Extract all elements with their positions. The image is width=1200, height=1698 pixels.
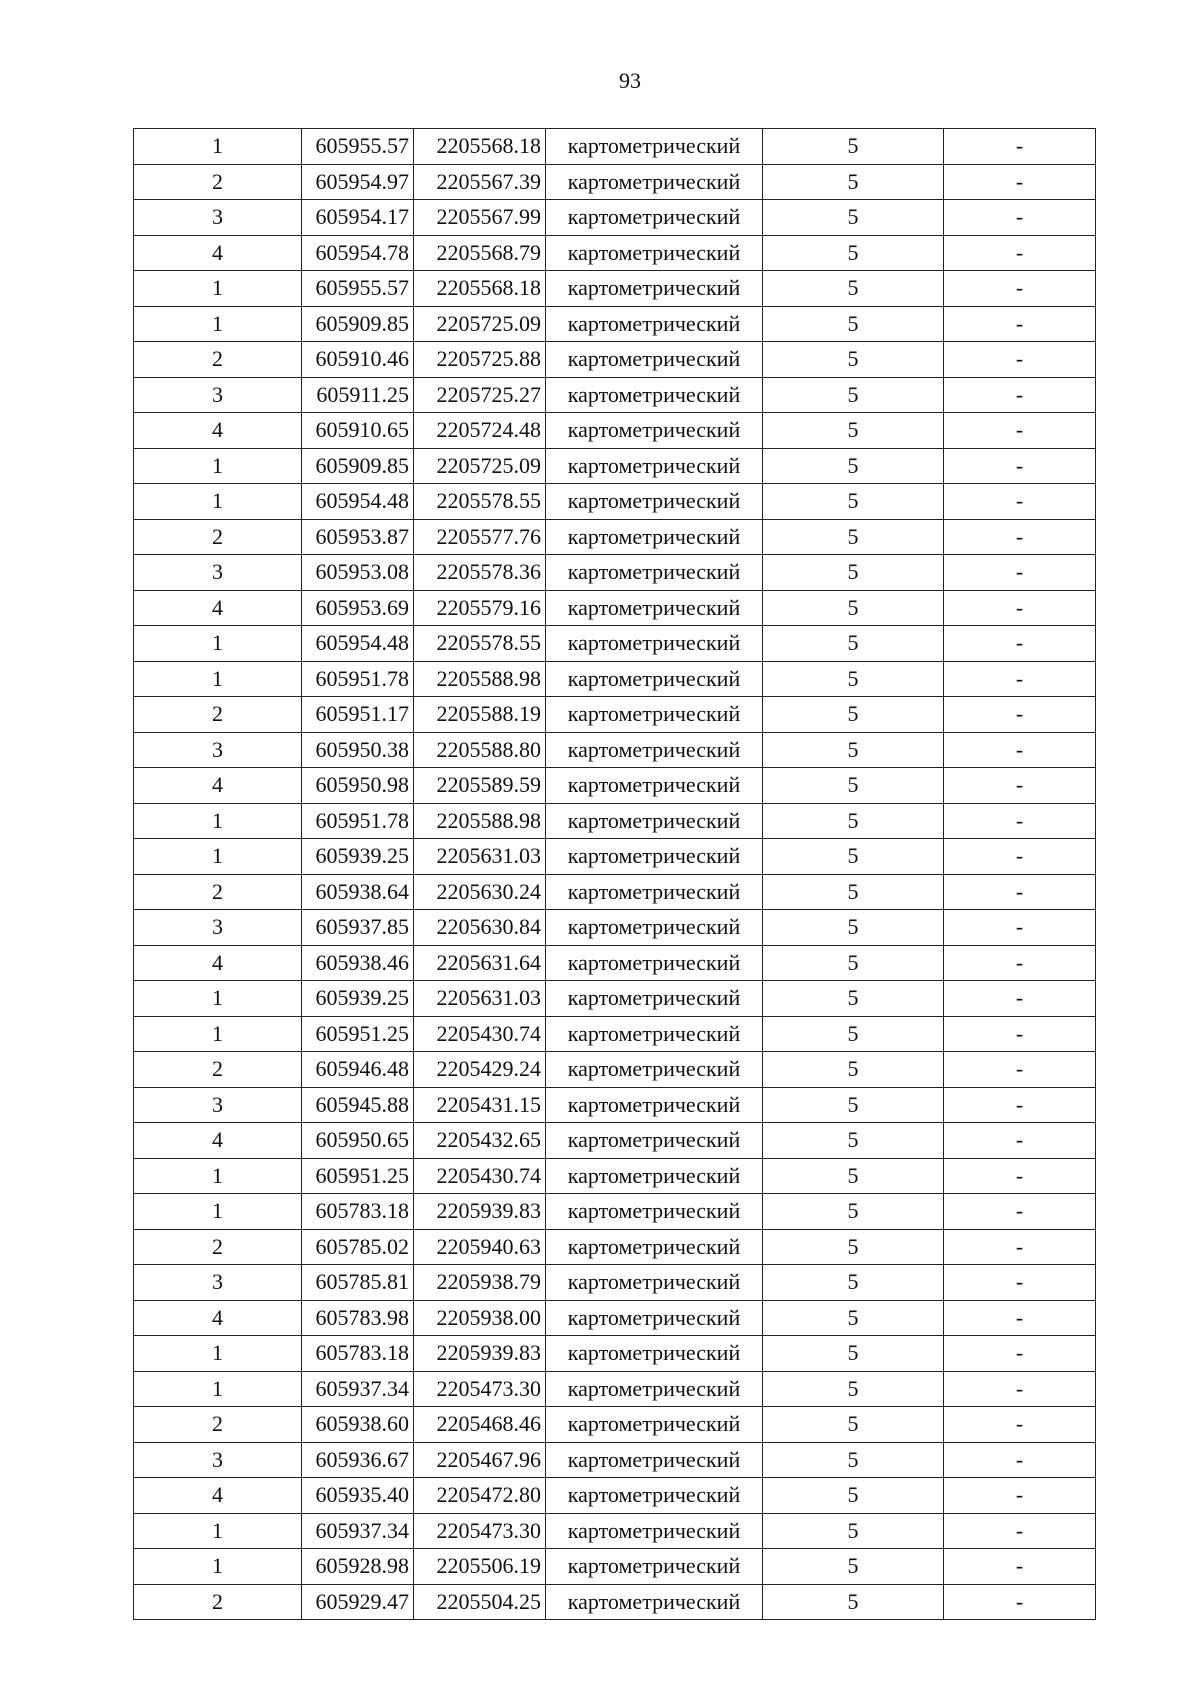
y-coordinate-cell: 2205939.83: [414, 1194, 546, 1230]
method-cell: картометрический: [546, 1229, 763, 1265]
method-cell: картометрический: [546, 306, 763, 342]
x-coordinate-cell: 605955.57: [302, 271, 414, 307]
method-cell: картометрический: [546, 1584, 763, 1620]
accuracy-cell: 5: [763, 448, 944, 484]
point-number-cell: 1: [134, 626, 302, 662]
x-coordinate-cell: 605909.85: [302, 306, 414, 342]
method-cell: картометрический: [546, 1549, 763, 1585]
table-row: [134, 874, 1096, 910]
method-cell: картометрический: [546, 626, 763, 662]
accuracy-cell: 5: [763, 1513, 944, 1549]
method-cell: картометрический: [546, 981, 763, 1017]
accuracy-cell: 5: [763, 484, 944, 520]
accuracy-cell: 5: [763, 697, 944, 733]
method-cell: картометрический: [546, 1407, 763, 1443]
x-coordinate-cell: 605950.65: [302, 1123, 414, 1159]
point-number-cell: 2: [134, 164, 302, 200]
point-number-cell: 3: [134, 732, 302, 768]
y-coordinate-cell: 2205588.19: [414, 697, 546, 733]
note-cell: -: [944, 626, 1096, 662]
method-cell: картометрический: [546, 1442, 763, 1478]
x-coordinate-cell: 605937.34: [302, 1513, 414, 1549]
accuracy-cell: 5: [763, 1371, 944, 1407]
table-row: [134, 342, 1096, 378]
method-cell: картометрический: [546, 697, 763, 733]
y-coordinate-cell: 2205431.15: [414, 1087, 546, 1123]
note-cell: -: [944, 1016, 1096, 1052]
y-coordinate-cell: 2205473.30: [414, 1371, 546, 1407]
table-row: [134, 1442, 1096, 1478]
point-number-cell: 2: [134, 874, 302, 910]
point-number-cell: 1: [134, 484, 302, 520]
accuracy-cell: 5: [763, 732, 944, 768]
coordinates-table: [133, 128, 1096, 1620]
table-row: [134, 981, 1096, 1017]
accuracy-cell: 5: [763, 342, 944, 378]
note-cell: -: [944, 590, 1096, 626]
method-cell: картометрический: [546, 590, 763, 626]
x-coordinate-cell: 605954.48: [302, 484, 414, 520]
table-row: [134, 413, 1096, 449]
note-cell: -: [944, 874, 1096, 910]
point-number-cell: 1: [134, 661, 302, 697]
accuracy-cell: 5: [763, 590, 944, 626]
table-row: [134, 555, 1096, 591]
point-number-cell: 4: [134, 235, 302, 271]
y-coordinate-cell: 2205630.84: [414, 910, 546, 946]
note-cell: -: [944, 342, 1096, 378]
note-cell: -: [944, 1549, 1096, 1585]
method-cell: картометрический: [546, 342, 763, 378]
point-number-cell: 1: [134, 306, 302, 342]
x-coordinate-cell: 605954.48: [302, 626, 414, 662]
table-row: [134, 1513, 1096, 1549]
table-row: [134, 235, 1096, 271]
method-cell: картометрический: [546, 1123, 763, 1159]
note-cell: -: [944, 661, 1096, 697]
method-cell: картометрический: [546, 484, 763, 520]
accuracy-cell: 5: [763, 874, 944, 910]
method-cell: картометрический: [546, 1300, 763, 1336]
point-number-cell: 1: [134, 271, 302, 307]
x-coordinate-cell: 605953.87: [302, 519, 414, 555]
table-row: [134, 732, 1096, 768]
y-coordinate-cell: 2205430.74: [414, 1158, 546, 1194]
y-coordinate-cell: 2205429.24: [414, 1052, 546, 1088]
table-row: [134, 1016, 1096, 1052]
method-cell: картометрический: [546, 803, 763, 839]
point-number-cell: 4: [134, 945, 302, 981]
x-coordinate-cell: 605937.34: [302, 1371, 414, 1407]
table-row: [134, 1336, 1096, 1372]
accuracy-cell: 5: [763, 1300, 944, 1336]
y-coordinate-cell: 2205938.00: [414, 1300, 546, 1336]
accuracy-cell: 5: [763, 1229, 944, 1265]
note-cell: -: [944, 164, 1096, 200]
x-coordinate-cell: 605911.25: [302, 377, 414, 413]
y-coordinate-cell: 2205630.24: [414, 874, 546, 910]
y-coordinate-cell: 2205504.25: [414, 1584, 546, 1620]
y-coordinate-cell: 2205631.64: [414, 945, 546, 981]
note-cell: -: [944, 981, 1096, 1017]
note-cell: -: [944, 413, 1096, 449]
note-cell: -: [944, 1371, 1096, 1407]
y-coordinate-cell: 2205568.18: [414, 271, 546, 307]
x-coordinate-cell: 605929.47: [302, 1584, 414, 1620]
point-number-cell: 2: [134, 1229, 302, 1265]
x-coordinate-cell: 605946.48: [302, 1052, 414, 1088]
table-row: [134, 1549, 1096, 1585]
method-cell: картометрический: [546, 519, 763, 555]
x-coordinate-cell: 605910.46: [302, 342, 414, 378]
point-number-cell: 1: [134, 1016, 302, 1052]
y-coordinate-cell: 2205579.16: [414, 590, 546, 626]
x-coordinate-cell: 605935.40: [302, 1478, 414, 1514]
accuracy-cell: 5: [763, 235, 944, 271]
table-row: [134, 306, 1096, 342]
accuracy-cell: 5: [763, 1442, 944, 1478]
y-coordinate-cell: 2205724.48: [414, 413, 546, 449]
accuracy-cell: 5: [763, 1123, 944, 1159]
table-row: [134, 768, 1096, 804]
point-number-cell: 2: [134, 342, 302, 378]
x-coordinate-cell: 605783.18: [302, 1194, 414, 1230]
method-cell: картометрический: [546, 1478, 763, 1514]
y-coordinate-cell: 2205588.80: [414, 732, 546, 768]
table-row: [134, 1584, 1096, 1620]
table-row: [134, 661, 1096, 697]
accuracy-cell: 5: [763, 945, 944, 981]
point-number-cell: 2: [134, 1407, 302, 1443]
accuracy-cell: 5: [763, 1052, 944, 1088]
y-coordinate-cell: 2205725.09: [414, 306, 546, 342]
point-number-cell: 1: [134, 129, 302, 165]
accuracy-cell: 5: [763, 1158, 944, 1194]
method-cell: картометрический: [546, 1087, 763, 1123]
point-number-cell: 4: [134, 590, 302, 626]
x-coordinate-cell: 605938.46: [302, 945, 414, 981]
note-cell: -: [944, 1513, 1096, 1549]
note-cell: -: [944, 697, 1096, 733]
table-row: [134, 1229, 1096, 1265]
accuracy-cell: 5: [763, 1265, 944, 1301]
note-cell: -: [944, 1229, 1096, 1265]
point-number-cell: 3: [134, 200, 302, 236]
table-row: [134, 945, 1096, 981]
accuracy-cell: 5: [763, 129, 944, 165]
accuracy-cell: 5: [763, 1584, 944, 1620]
point-number-cell: 1: [134, 1513, 302, 1549]
accuracy-cell: 5: [763, 1407, 944, 1443]
accuracy-cell: 5: [763, 768, 944, 804]
method-cell: картометрический: [546, 839, 763, 875]
x-coordinate-cell: 605950.38: [302, 732, 414, 768]
x-coordinate-cell: 605955.57: [302, 129, 414, 165]
method-cell: картометрический: [546, 1371, 763, 1407]
note-cell: -: [944, 945, 1096, 981]
x-coordinate-cell: 605951.25: [302, 1158, 414, 1194]
x-coordinate-cell: 605937.85: [302, 910, 414, 946]
y-coordinate-cell: 2205472.80: [414, 1478, 546, 1514]
y-coordinate-cell: 2205578.36: [414, 555, 546, 591]
y-coordinate-cell: 2205568.18: [414, 129, 546, 165]
method-cell: картометрический: [546, 200, 763, 236]
table-row: [134, 1194, 1096, 1230]
note-cell: -: [944, 768, 1096, 804]
method-cell: картометрический: [546, 910, 763, 946]
note-cell: -: [944, 839, 1096, 875]
table-row: [134, 1158, 1096, 1194]
y-coordinate-cell: 2205725.88: [414, 342, 546, 378]
note-cell: -: [944, 555, 1096, 591]
note-cell: -: [944, 129, 1096, 165]
accuracy-cell: 5: [763, 1549, 944, 1585]
x-coordinate-cell: 605936.67: [302, 1442, 414, 1478]
x-coordinate-cell: 605928.98: [302, 1549, 414, 1585]
note-cell: -: [944, 377, 1096, 413]
x-coordinate-cell: 605951.78: [302, 803, 414, 839]
point-number-cell: 4: [134, 1478, 302, 1514]
point-number-cell: 1: [134, 448, 302, 484]
x-coordinate-cell: 605938.64: [302, 874, 414, 910]
point-number-cell: 4: [134, 768, 302, 804]
table-row: [134, 1087, 1096, 1123]
y-coordinate-cell: 2205939.83: [414, 1336, 546, 1372]
accuracy-cell: 5: [763, 164, 944, 200]
y-coordinate-cell: 2205568.79: [414, 235, 546, 271]
note-cell: -: [944, 1300, 1096, 1336]
table-row: [134, 626, 1096, 662]
method-cell: картометрический: [546, 1052, 763, 1088]
accuracy-cell: 5: [763, 1087, 944, 1123]
point-number-cell: 3: [134, 377, 302, 413]
y-coordinate-cell: 2205506.19: [414, 1549, 546, 1585]
method-cell: картометрический: [546, 129, 763, 165]
accuracy-cell: 5: [763, 519, 944, 555]
method-cell: картометрический: [546, 768, 763, 804]
y-coordinate-cell: 2205468.46: [414, 1407, 546, 1443]
y-coordinate-cell: 2205588.98: [414, 661, 546, 697]
table-row: [134, 1265, 1096, 1301]
point-number-cell: 2: [134, 1584, 302, 1620]
method-cell: картометрический: [546, 661, 763, 697]
x-coordinate-cell: 605953.69: [302, 590, 414, 626]
x-coordinate-cell: 605785.02: [302, 1229, 414, 1265]
y-coordinate-cell: 2205589.59: [414, 768, 546, 804]
y-coordinate-cell: 2205588.98: [414, 803, 546, 839]
method-cell: картометрический: [546, 1336, 763, 1372]
y-coordinate-cell: 2205578.55: [414, 626, 546, 662]
table-row: [134, 839, 1096, 875]
page-number: 93: [619, 68, 641, 93]
accuracy-cell: 5: [763, 661, 944, 697]
accuracy-cell: 5: [763, 271, 944, 307]
note-cell: -: [944, 235, 1096, 271]
x-coordinate-cell: 605945.88: [302, 1087, 414, 1123]
method-cell: картометрический: [546, 413, 763, 449]
table-row: [134, 803, 1096, 839]
method-cell: картометрический: [546, 1016, 763, 1052]
accuracy-cell: 5: [763, 200, 944, 236]
point-number-cell: 1: [134, 1549, 302, 1585]
point-number-cell: 3: [134, 555, 302, 591]
table-row: [134, 484, 1096, 520]
x-coordinate-cell: 605910.65: [302, 413, 414, 449]
y-coordinate-cell: 2205432.65: [414, 1123, 546, 1159]
x-coordinate-cell: 605954.78: [302, 235, 414, 271]
y-coordinate-cell: 2205578.55: [414, 484, 546, 520]
table-row: [134, 590, 1096, 626]
method-cell: картометрический: [546, 1158, 763, 1194]
x-coordinate-cell: 605939.25: [302, 839, 414, 875]
table-row: [134, 1371, 1096, 1407]
method-cell: картометрический: [546, 1265, 763, 1301]
note-cell: -: [944, 271, 1096, 307]
accuracy-cell: 5: [763, 377, 944, 413]
y-coordinate-cell: 2205940.63: [414, 1229, 546, 1265]
accuracy-cell: 5: [763, 413, 944, 449]
x-coordinate-cell: 605954.97: [302, 164, 414, 200]
x-coordinate-cell: 605951.17: [302, 697, 414, 733]
y-coordinate-cell: 2205467.96: [414, 1442, 546, 1478]
table-row: [134, 448, 1096, 484]
method-cell: картометрический: [546, 235, 763, 271]
coordinates-table-body: [134, 129, 1096, 1620]
accuracy-cell: 5: [763, 626, 944, 662]
method-cell: картометрический: [546, 377, 763, 413]
table-row: [134, 1123, 1096, 1159]
x-coordinate-cell: 605954.17: [302, 200, 414, 236]
table-row: [134, 1407, 1096, 1443]
y-coordinate-cell: 2205567.39: [414, 164, 546, 200]
accuracy-cell: 5: [763, 1016, 944, 1052]
y-coordinate-cell: 2205430.74: [414, 1016, 546, 1052]
note-cell: -: [944, 1123, 1096, 1159]
table-row: [134, 129, 1096, 165]
method-cell: картометрический: [546, 874, 763, 910]
table-row: [134, 1300, 1096, 1336]
x-coordinate-cell: 605953.08: [302, 555, 414, 591]
point-number-cell: 1: [134, 839, 302, 875]
table-row: [134, 377, 1096, 413]
accuracy-cell: 5: [763, 803, 944, 839]
point-number-cell: 1: [134, 1194, 302, 1230]
note-cell: -: [944, 1336, 1096, 1372]
method-cell: картометрический: [546, 271, 763, 307]
note-cell: -: [944, 306, 1096, 342]
note-cell: -: [944, 519, 1096, 555]
x-coordinate-cell: 605785.81: [302, 1265, 414, 1301]
note-cell: -: [944, 200, 1096, 236]
method-cell: картометрический: [546, 164, 763, 200]
point-number-cell: 4: [134, 1300, 302, 1336]
point-number-cell: 2: [134, 519, 302, 555]
note-cell: -: [944, 1265, 1096, 1301]
note-cell: -: [944, 732, 1096, 768]
note-cell: -: [944, 1407, 1096, 1443]
y-coordinate-cell: 2205567.99: [414, 200, 546, 236]
y-coordinate-cell: 2205938.79: [414, 1265, 546, 1301]
accuracy-cell: 5: [763, 1194, 944, 1230]
table-row: [134, 910, 1096, 946]
table-row: [134, 271, 1096, 307]
x-coordinate-cell: 605938.60: [302, 1407, 414, 1443]
y-coordinate-cell: 2205725.09: [414, 448, 546, 484]
point-number-cell: 1: [134, 981, 302, 1017]
table-row: [134, 1052, 1096, 1088]
note-cell: -: [944, 910, 1096, 946]
accuracy-cell: 5: [763, 981, 944, 1017]
table-row: [134, 697, 1096, 733]
point-number-cell: 1: [134, 1158, 302, 1194]
note-cell: -: [944, 803, 1096, 839]
note-cell: -: [944, 1478, 1096, 1514]
note-cell: -: [944, 448, 1096, 484]
note-cell: -: [944, 1584, 1096, 1620]
accuracy-cell: 5: [763, 306, 944, 342]
x-coordinate-cell: 605951.25: [302, 1016, 414, 1052]
x-coordinate-cell: 605909.85: [302, 448, 414, 484]
point-number-cell: 3: [134, 1265, 302, 1301]
note-cell: -: [944, 1194, 1096, 1230]
accuracy-cell: 5: [763, 839, 944, 875]
y-coordinate-cell: 2205473.30: [414, 1513, 546, 1549]
point-number-cell: 3: [134, 1087, 302, 1123]
x-coordinate-cell: 605951.78: [302, 661, 414, 697]
note-cell: -: [944, 1052, 1096, 1088]
method-cell: картометрический: [546, 732, 763, 768]
method-cell: картометрический: [546, 448, 763, 484]
y-coordinate-cell: 2205577.76: [414, 519, 546, 555]
x-coordinate-cell: 605783.98: [302, 1300, 414, 1336]
point-number-cell: 1: [134, 1336, 302, 1372]
point-number-cell: 1: [134, 1371, 302, 1407]
accuracy-cell: 5: [763, 1478, 944, 1514]
table-row: [134, 200, 1096, 236]
note-cell: -: [944, 1087, 1096, 1123]
point-number-cell: 2: [134, 697, 302, 733]
accuracy-cell: 5: [763, 555, 944, 591]
y-coordinate-cell: 2205725.27: [414, 377, 546, 413]
accuracy-cell: 5: [763, 910, 944, 946]
note-cell: -: [944, 1442, 1096, 1478]
point-number-cell: 4: [134, 413, 302, 449]
x-coordinate-cell: 605950.98: [302, 768, 414, 804]
method-cell: картометрический: [546, 1194, 763, 1230]
point-number-cell: 2: [134, 1052, 302, 1088]
method-cell: картометрический: [546, 1513, 763, 1549]
table-row: [134, 164, 1096, 200]
note-cell: -: [944, 1158, 1096, 1194]
point-number-cell: 4: [134, 1123, 302, 1159]
y-coordinate-cell: 2205631.03: [414, 839, 546, 875]
method-cell: картометрический: [546, 945, 763, 981]
point-number-cell: 3: [134, 910, 302, 946]
y-coordinate-cell: 2205631.03: [414, 981, 546, 1017]
point-number-cell: 1: [134, 803, 302, 839]
table-row: [134, 519, 1096, 555]
note-cell: -: [944, 484, 1096, 520]
x-coordinate-cell: 605939.25: [302, 981, 414, 1017]
point-number-cell: 3: [134, 1442, 302, 1478]
x-coordinate-cell: 605783.18: [302, 1336, 414, 1372]
accuracy-cell: 5: [763, 1336, 944, 1372]
method-cell: картометрический: [546, 555, 763, 591]
table-row: [134, 1478, 1096, 1514]
